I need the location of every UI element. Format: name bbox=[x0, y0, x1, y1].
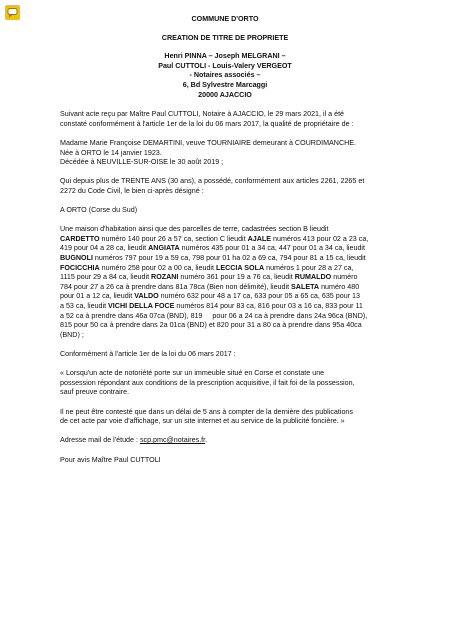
notaries-line-2: Paul CUTTOLI - Louis-Valery VERGEOT bbox=[158, 61, 292, 70]
parcels-text: numéros 814 pour 83 ca, 816 pour 03 a 16 ca, 833 pour 11 bbox=[174, 302, 363, 311]
owner-paragraph bbox=[60, 139, 390, 168]
parcels-line-9 bbox=[60, 302, 390, 312]
lieudit-name: FOCICCHIA bbox=[60, 263, 100, 272]
possession-paragraph bbox=[60, 177, 390, 196]
contest-line-2: de cet acte par voie d'affichage, sur un site internet et au service de la publicité foncière. » bbox=[60, 417, 345, 426]
parcels-line-8 bbox=[60, 292, 390, 302]
quote-line-3: sauf preuve contraire. bbox=[60, 388, 130, 397]
signature-line: Pour avis Maître Paul CUTTOLI bbox=[60, 455, 161, 464]
lieudit-name: VICHI DELLA FOCE bbox=[108, 302, 175, 311]
parcels-text: 1115 pour 29 a 84 ca, lieudit bbox=[60, 273, 152, 282]
lieudit-name: VALDO bbox=[134, 292, 159, 301]
parcels-text: numéros 1 pour 28 a 27 ca, bbox=[264, 263, 354, 272]
parcels-text: pour 01 a 12 ca, lieudit bbox=[60, 292, 135, 301]
parcels-text: numéro 258 pour 02 a 00 ca, lieudit bbox=[99, 263, 216, 272]
contest-paragraph bbox=[60, 408, 390, 427]
notaries-line-1: Henri PINNA – Joseph MELGRANI – bbox=[164, 52, 286, 61]
parcels-line-4 bbox=[60, 254, 390, 264]
possession-line-1: Qui depuis plus de TRENTE ANS (30 ans), a possédé, conformément aux articles 2261, 2265 et bbox=[60, 177, 365, 186]
notaries-line-3: - Notaires associés – bbox=[189, 71, 261, 80]
email-link[interactable]: scp.pmc@notaires.fr bbox=[139, 436, 206, 445]
notice-title: CREATION DE TITRE DE PROPRIETE bbox=[161, 33, 289, 42]
contest-line-1: Il ne peut être contesté que dans un délai de 5 ans à compter de la dernière des publications bbox=[60, 407, 353, 416]
contact-suffix: . bbox=[205, 436, 208, 445]
parcels-text: numéro 361 pour 19 a 76 ca, lieudit bbox=[178, 273, 295, 282]
lieudit-name: BUGNOLI bbox=[60, 254, 93, 263]
parcels-line-7 bbox=[60, 283, 390, 293]
contact-line bbox=[60, 436, 390, 446]
lieudit-name: LECCIA SOLA bbox=[215, 263, 265, 272]
conformity-line: Conformément à l'article 1er de la loi du 06 mars 2017 : bbox=[60, 350, 236, 358]
lieudit-name: SALETA bbox=[291, 282, 320, 291]
chat-bubble-glyph bbox=[7, 7, 18, 18]
lieudit-name: ROZANI bbox=[151, 273, 179, 282]
owner-line-2: Née à ORTO le 14 janvier 1923. bbox=[60, 148, 162, 157]
lieudit-name: AJALE bbox=[247, 234, 272, 243]
parcels-text: numéro 480 bbox=[319, 282, 360, 291]
owner-line-3: Décédée à NEUVILLE-SUR-OISE le 30 août 2019 ; bbox=[60, 158, 224, 167]
parcels-text: numéro bbox=[331, 273, 358, 282]
parcels-line-11: 815 pour 50 ca à prendre dans 2a 01ca (BND) et 820 pour 31 a 80 ca à prendre dans 95a 40ca bbox=[60, 321, 362, 330]
parcels-text: 784 pour 27 a 26 ca à prendre dans 81a 78ca (Bien non délimité), lieudit bbox=[60, 282, 292, 291]
owner-line-1: Madame Marie Françoise DEMARTINI, veuve TOURNIAIRE demeurant à COURDIMANCHE. bbox=[60, 138, 357, 147]
parcels-line-2 bbox=[60, 235, 390, 245]
address-line-2: 20000 AJACCIO bbox=[198, 90, 252, 99]
contact-label: Adresse mail de l'étude : bbox=[60, 436, 140, 445]
possession-line-2: 2272 du Code Civil, le bien ci-après désigné : bbox=[60, 186, 204, 195]
notice-content bbox=[60, 15, 390, 475]
parcels-text: numéro 140 pour 26 a 57 ca, section C lieudit bbox=[99, 234, 248, 243]
law-quote-paragraph bbox=[60, 369, 390, 398]
parcels-text: numéros 797 pour 19 a 59 ca, 798 pour 01 ha 02 a 69 ca, 794 pour 81 a 15 ca, lieudit bbox=[92, 254, 366, 263]
parcels-text: numéros 413 pour 02 a 23 ca, bbox=[271, 234, 369, 243]
parcels-line-1: Une maison d'habitation ainsi que des parcelles de terre, cadastrées section B lieudit bbox=[60, 225, 329, 234]
parcels-line-5 bbox=[60, 264, 390, 274]
parcels-line-10: a 52 ca à prendre dans 46a 07ca (BND), 819 pour 06 a 24 ca à prendre dans 24a 96ca (BND), bbox=[60, 311, 368, 320]
parcels-line-6 bbox=[60, 273, 390, 283]
parcels-text: numéro 632 pour 48 a 17 ca, 633 pour 05 a 65 ca, 635 pour 13 bbox=[158, 292, 360, 301]
lieudit-name: ANGIATA bbox=[148, 244, 180, 253]
parcels-text: numéros 435 pour 01 a 34 ca, 447 pour 01 a 34 ca, lieudit bbox=[179, 244, 365, 253]
chat-bubble-icon[interactable] bbox=[5, 5, 20, 20]
parcels-text: a 53 ca, lieudit bbox=[60, 302, 109, 311]
notice-header bbox=[60, 15, 390, 100]
intro-line-1: Suivant acte reçu par Maître Paul CUTTOLI, Notaire à AJACCIO, le 29 mars 2021, il a été bbox=[60, 110, 345, 119]
parcels-line-12: (BND) ; bbox=[60, 330, 84, 339]
commune-title: COMMUNE D'ORTO bbox=[191, 15, 259, 23]
intro-line-2: constaté conformément à l'article 1er de la loi du 06 mars 2017, la qualité de propriétaire de : bbox=[60, 119, 354, 128]
quote-line-1: « Lorsqu'un acte de notoriété porte sur un immeuble situé en Corse et constate une bbox=[60, 369, 325, 378]
intro-paragraph bbox=[60, 110, 390, 129]
lieudit-name: CARDETTO bbox=[60, 234, 100, 243]
quote-line-2: possession répondant aux conditions de la prescription acquisitive, il fait foi de la possession, bbox=[60, 378, 355, 387]
location-line: A ORTO (Corse du Sud) bbox=[60, 206, 138, 215]
parcels-paragraph bbox=[60, 225, 390, 340]
parcels-line-3 bbox=[60, 244, 390, 254]
parcels-text: 419 pour 04 a 28 ca, lieudit bbox=[60, 244, 149, 253]
lieudit-name: RUMALDO bbox=[294, 273, 332, 282]
address-line-1: 6, Bd Sylvestre Marcaggi bbox=[182, 80, 268, 89]
